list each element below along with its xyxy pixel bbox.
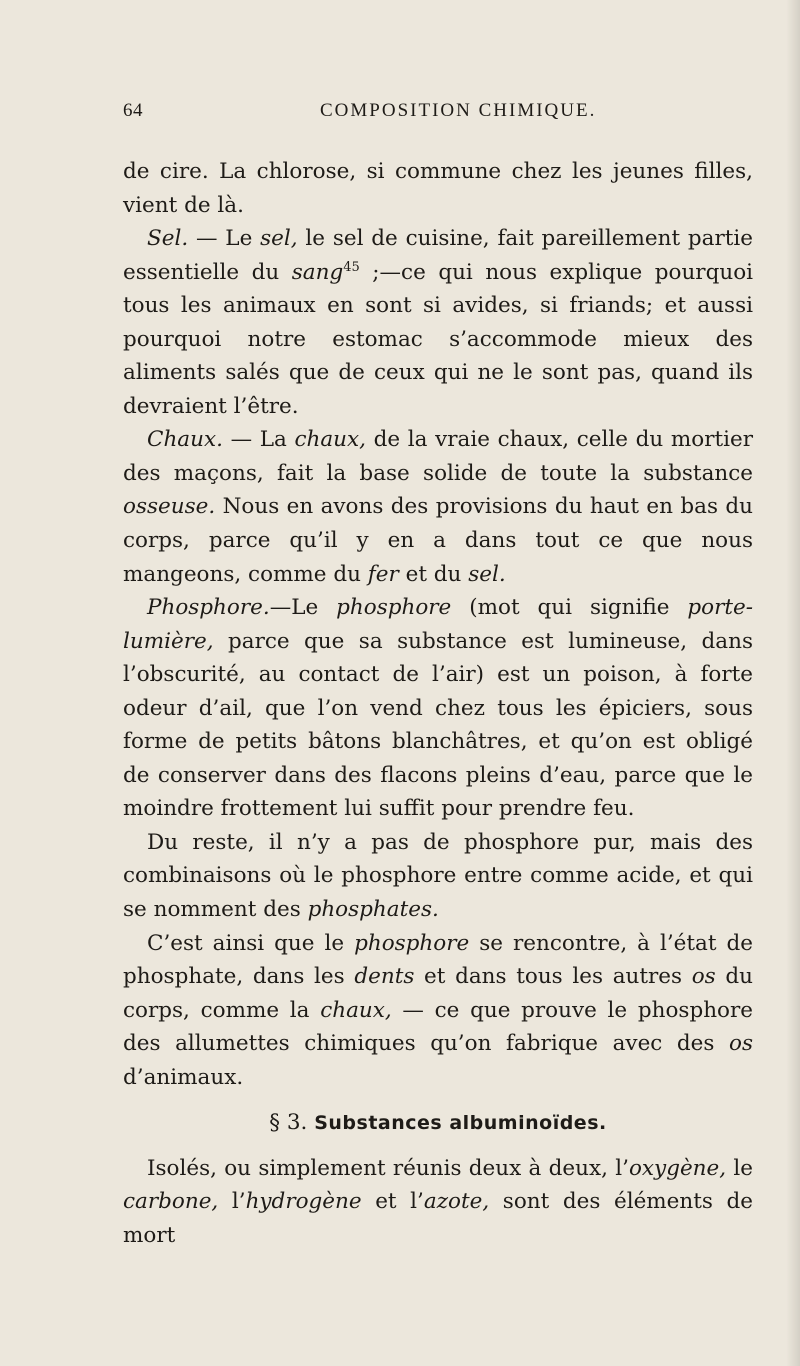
italic-term: chaux, — [294, 427, 366, 453]
text-run: se rencontre, à l’état de phosphate, dans les — [123, 930, 753, 990]
section-number: § 3. — [269, 1110, 308, 1136]
text-run: et l’ — [361, 1189, 424, 1215]
entry-title-phosphore: Phosphore. — [147, 595, 270, 621]
page-header — [123, 100, 753, 130]
section-heading — [123, 1106, 753, 1141]
text-run: l’ — [218, 1189, 246, 1215]
text-run: le — [726, 1155, 753, 1181]
text-run: — ce que prouve le phosphore des allumettes chimiques qu’on fabrique avec des — [123, 997, 753, 1057]
italic-term: oxygène, — [628, 1155, 727, 1181]
italic-term: os — [729, 1031, 753, 1057]
text-run: —Le — [269, 595, 337, 621]
text-run: sont des éléments de mort — [123, 1189, 754, 1248]
text-run: et dans tous les autres — [414, 964, 692, 990]
paragraph-isoles — [123, 1152, 753, 1253]
text-run: d’animaux. — [123, 1064, 244, 1090]
footnote-reference: 45 — [343, 259, 360, 275]
paragraph-sel — [123, 222, 753, 423]
text-run: de cire. La chlorose, si commune chez les jeunes filles, vient de là. — [123, 159, 753, 218]
italic-term: fer — [367, 561, 399, 587]
italic-term: azote, — [423, 1189, 490, 1215]
text-run: Isolés, ou simplement réunis deux à deux, l’ — [147, 1155, 629, 1181]
italic-term: sang — [291, 259, 344, 285]
text-run: Du reste, il n’y a pas de phosphore pur, mais des combinaisons où le phosphore entre comme acide, et qui se nomment des — [123, 829, 753, 923]
text-run: le sel de cuisine, fait pareillement partie essentielle du — [123, 226, 754, 285]
italic-term: hydrogène — [245, 1189, 362, 1215]
italic-term: sel. — [468, 561, 506, 587]
text-run: C’est ainsi que le — [147, 930, 355, 956]
text-run: de la vraie chaux, celle du mortier des maçons, fait la base solide de toute la substance — [123, 427, 753, 486]
text-run: du corps, comme la — [123, 964, 753, 1023]
paragraph-cest-ainsi — [123, 927, 753, 1095]
paragraph-cire — [123, 155, 753, 222]
paragraph-chaux — [123, 423, 753, 591]
paragraph-phosphore — [123, 591, 753, 826]
italic-term: sel, — [260, 226, 298, 252]
italic-term: porte-lumière, — [123, 595, 753, 654]
italic-term: dents — [354, 964, 415, 990]
text-run: — Le — [188, 226, 261, 252]
entry-title-sel: Sel. — [147, 226, 189, 252]
italic-term: osseuse. — [123, 494, 216, 520]
text-run: ;—ce qui nous explique pourquoi tous les animaux en sont si avides, si friands; et aussi pourquoi notre estomac s’accommode mieux des aliments salés que de ceux qui ne le sont pas, quand ils devraient l’être. — [123, 259, 754, 419]
paragraph-du-reste — [123, 826, 753, 927]
text-run: Nous en avons des provisions du haut en bas du corps, parce qu’il y en a dans tout ce que nous mangeons, comme du — [123, 494, 753, 587]
entry-title-chaux: Chaux. — [147, 427, 223, 453]
text-run: — La — [222, 427, 295, 453]
body-text — [123, 155, 753, 1253]
italic-term: phosphore — [354, 930, 470, 956]
text-run: parce que sa substance est lumineuse, dans l’obscurité, au contact de l’air) est un poison, à forte odeur d’ail, que l’on vend chez tous les épiciers, sous forme de petits bâtons blanchâtres, et qu’on est obligé de conserver dans des flacons pleins d’eau, parce que le moindre frottement lui suffit pour prendre feu. — [123, 628, 753, 822]
running-title: COMPOSITION CHIMIQUE. — [320, 100, 597, 121]
text-run: et du — [398, 561, 469, 587]
page-edge-shadow — [786, 0, 800, 1366]
italic-term: phosphates. — [307, 897, 439, 923]
italic-term: phosphore — [336, 595, 452, 621]
section-title: Substances albuminoïdes. — [314, 1112, 607, 1135]
italic-term: os — [691, 964, 716, 990]
page-number: 64 — [123, 100, 143, 121]
text-run: (mot qui signifie — [451, 595, 688, 621]
italic-term: chaux, — [320, 997, 392, 1023]
italic-term: carbone, — [123, 1189, 219, 1215]
